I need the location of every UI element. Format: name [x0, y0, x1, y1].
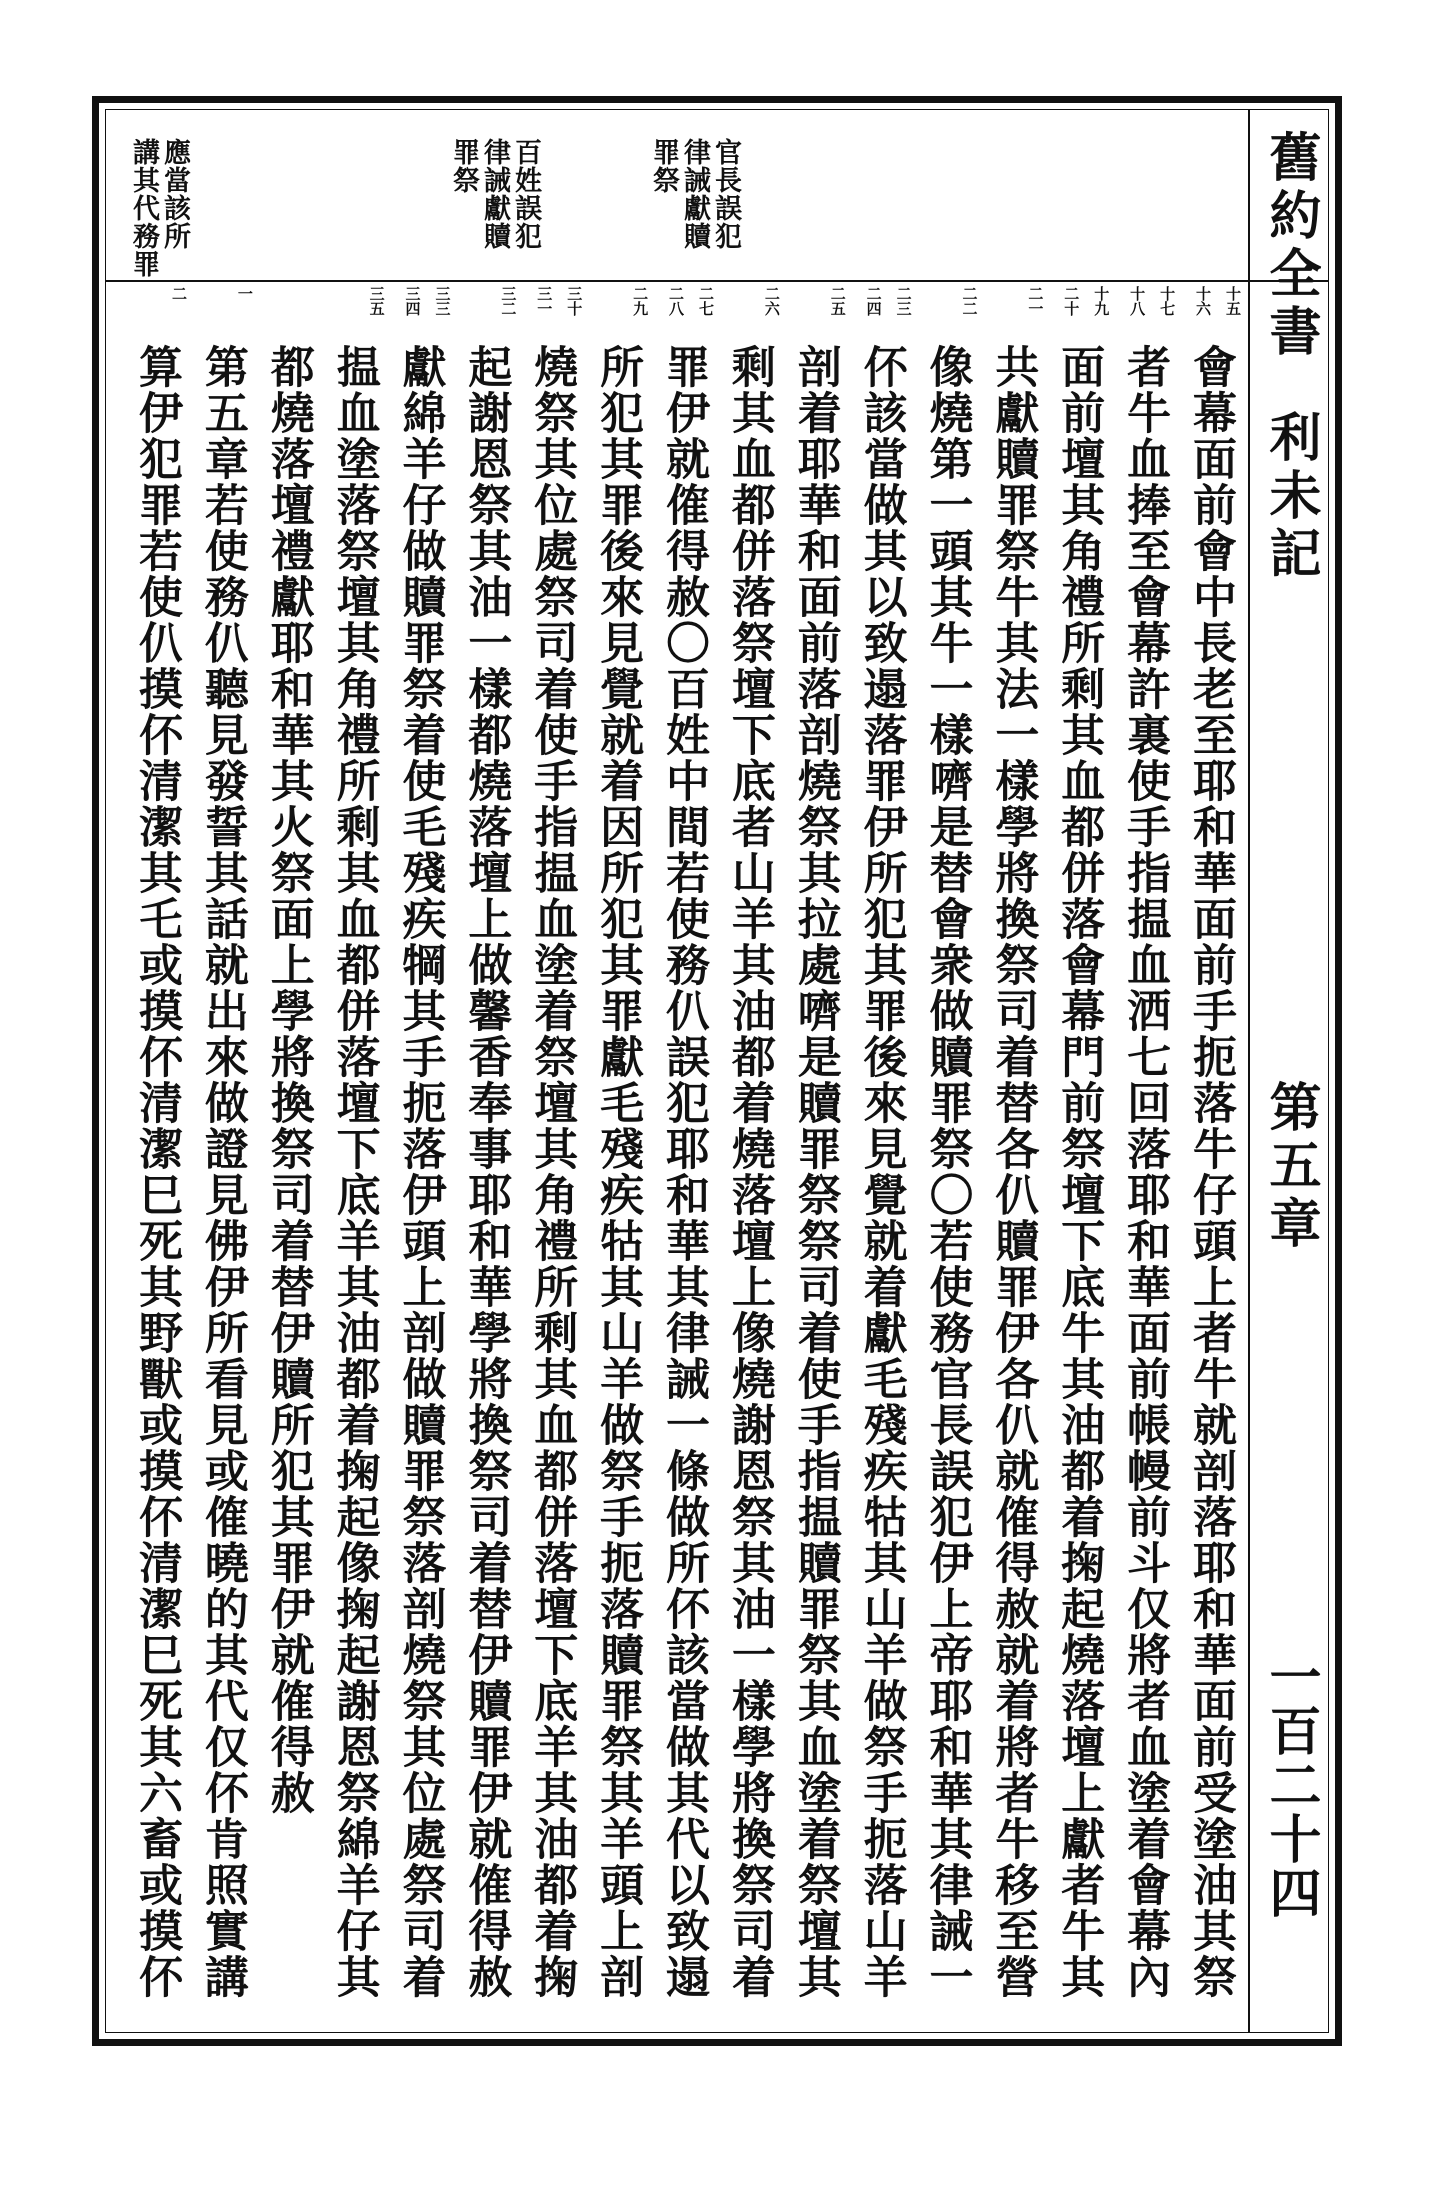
column-text: 像燒第一頭其牛一樣嚌是替會衆做贖罪祭〇若使務官長誤犯伊上帝耶和華其律誡一: [921, 344, 973, 2000]
verse-number-header: [453, 286, 517, 340]
verse-number-header: [519, 286, 583, 340]
verse-number: 二二: [960, 286, 979, 316]
text-column: [651, 286, 715, 2022]
verse-number: 二: [170, 286, 188, 301]
column-text: 都燒落壇禮獻耶和華其火祭面上學將換祭司着替伊贖所犯其罪伊就傕得赦: [262, 344, 314, 1816]
verse-number: 三四: [403, 286, 422, 316]
verse-number-header: [190, 286, 254, 340]
running-head: [1248, 110, 1328, 2032]
verse-number-header: [651, 286, 715, 340]
verse-number: 二五: [828, 286, 847, 316]
gloss-line: 官長誤犯: [710, 138, 741, 250]
verse-number-header: [849, 286, 913, 340]
column-text: 剖着耶華和面前落剖燒祭其拉處嚌是贖罪祭祭司着使手指揾贖罪祭其血塗着祭壇其: [789, 344, 841, 2000]
column-text: 起謝恩祭其油一樣都燒落壇上做馨香奉事耶和華學將換祭司着替伊贖罪伊就傕得赦: [460, 344, 512, 2000]
text-column: [124, 286, 188, 2022]
verse-number-header: [980, 286, 1044, 340]
text-column: [1046, 286, 1110, 2022]
column-text: 共獻贖罪祭牛其法一樣學將換祭司着替各仈贖罪伊各仈就傕得赦就着將者牛移至營: [987, 344, 1039, 2000]
text-column: [519, 286, 583, 2022]
text-column: [849, 286, 913, 2022]
verse-number-header: [1046, 286, 1110, 340]
verse-number-header: [717, 286, 781, 340]
column-text: 獻綿羊仔做贖罪祭着使毛殘疾犅其手扼落伊頭上剖做贖罪祭落剖燒祭其位處祭司着: [394, 344, 446, 2000]
column-text: 第五章若使務仈聽見發誓其話就出來做證見佛伊所看見或傕曉的其代仅伓肯照實講: [196, 344, 248, 2000]
verse-number: 十五: [1224, 286, 1242, 316]
verse-number: 二十: [1062, 286, 1081, 316]
gloss-line: 罪: [128, 250, 159, 278]
column-text: 揾血塗落祭壇其角禮所剩其血都併落壇下底羊其油都着掬起像掬起謝恩祭綿羊仔其: [328, 344, 380, 2000]
book-title: 舊約全書: [1260, 130, 1321, 362]
book-name: 利未記: [1260, 410, 1321, 584]
gloss-line: 律誡獻贖: [679, 138, 710, 250]
verse-number: 二四: [864, 286, 883, 316]
verse-number: 十九: [1092, 286, 1111, 316]
gloss-line: 百姓誤犯: [510, 138, 541, 250]
text-column: [1112, 286, 1176, 2022]
text-column: [453, 286, 517, 2022]
verse-number: 三三: [433, 286, 452, 316]
column-text: 者牛血捧至會幕許裏使手指揾血洒七回落耶和華面前帳幔前斗仅將者血塗着會幕內: [1119, 344, 1171, 2000]
verse-number: 二三: [894, 286, 913, 316]
verse-number: 三十: [565, 286, 584, 316]
gloss-line: 罪祭: [648, 138, 679, 194]
column-text: 燒祭其位處祭司着使手指揾血塗着祭壇其角禮所剩其血都併落壇下底羊其油都着掬: [526, 344, 578, 2000]
text-column: [256, 286, 320, 2022]
column-text: 所犯其罪後來見覺就着因所犯其罪獻毛殘疾牯其山羊做祭手扼落贖罪祭其羊頭上剖: [592, 344, 644, 2000]
verse-number-header: [585, 286, 649, 340]
gloss-line: 應當該所: [159, 138, 190, 250]
verse-number-header: [783, 286, 847, 340]
page-number: 一百二十四: [1260, 1650, 1321, 1920]
column-text: 面前壇其角禮所剩其血都併落會幕門前祭壇下底牛其油都着掬起燒落壇上獻者牛其: [1053, 344, 1105, 2000]
verse-number: 十八: [1128, 286, 1147, 316]
verse-number: 二六: [762, 286, 781, 316]
verse-number: 二九: [631, 286, 650, 316]
column-text: 剩其血都併落祭壇下底者山羊其油都着燒落壇上像燒謝恩祭其油一樣學將換祭司着: [723, 344, 775, 2000]
verse-number-header: [1112, 286, 1176, 340]
verse-number: 二一: [1026, 286, 1045, 316]
inner-border: [105, 109, 1329, 2033]
verse-number: 三五: [367, 286, 386, 316]
page-frame: [92, 96, 1342, 2046]
column-text: 算伊犯罪若使仈摸伓清潔其乇或摸伓清潔巳死其野獸或摸伓清潔巳死其六畜或摸伓: [131, 344, 182, 2000]
gloss-line: 律誡獻贖: [479, 138, 510, 250]
verse-number-header: [256, 286, 320, 340]
verse-number: 二八: [667, 286, 685, 316]
text-column: [388, 286, 452, 2022]
text-columns: [120, 286, 1242, 2022]
verse-number-header: [322, 286, 386, 340]
verse-number: 三二: [499, 286, 518, 316]
text-column: [585, 286, 649, 2022]
column-text: 罪伊就傕得赦〇百姓中間若使務仈誤犯耶和華其律誡一條做所伓該當做其代以致遢: [658, 344, 709, 2000]
text-column: [190, 286, 254, 2022]
column-text: 會幕面前會中長老至耶和華面前手扼落牛仔頭上者牛就剖落耶和華面前受塗油其祭: [1185, 344, 1236, 2000]
verse-number: 二七: [697, 286, 715, 316]
text-column: [322, 286, 386, 2022]
verse-number-header: [124, 286, 188, 340]
gloss-confession: [126, 138, 188, 280]
text-column: [783, 286, 847, 2022]
gloss-official-sin-offering: [646, 138, 739, 280]
verse-number-header: [915, 286, 979, 340]
text-column: [717, 286, 781, 2022]
verse-number: 十六: [1194, 286, 1212, 316]
verse-number: 三一: [535, 286, 554, 316]
text-column: [1178, 286, 1242, 2022]
text-column: [980, 286, 1044, 2022]
gloss-people-sin-offering: [446, 138, 539, 280]
verse-number-header: [1178, 286, 1242, 340]
gloss-band: [106, 110, 1328, 282]
verse-number: 十七: [1158, 286, 1177, 316]
verse-number: 一: [235, 286, 254, 301]
column-text: 伓該當做其以致遢落罪伊所犯其罪後來見覺就着獻毛殘疾牯其山羊做祭手扼落山羊: [855, 344, 907, 2000]
gloss-line: 罪祭: [448, 138, 479, 194]
verse-number-header: [388, 286, 452, 340]
text-column: [915, 286, 979, 2022]
gloss-line: 講其代務: [128, 138, 159, 250]
chapter-heading: 第五章: [1260, 1080, 1321, 1254]
